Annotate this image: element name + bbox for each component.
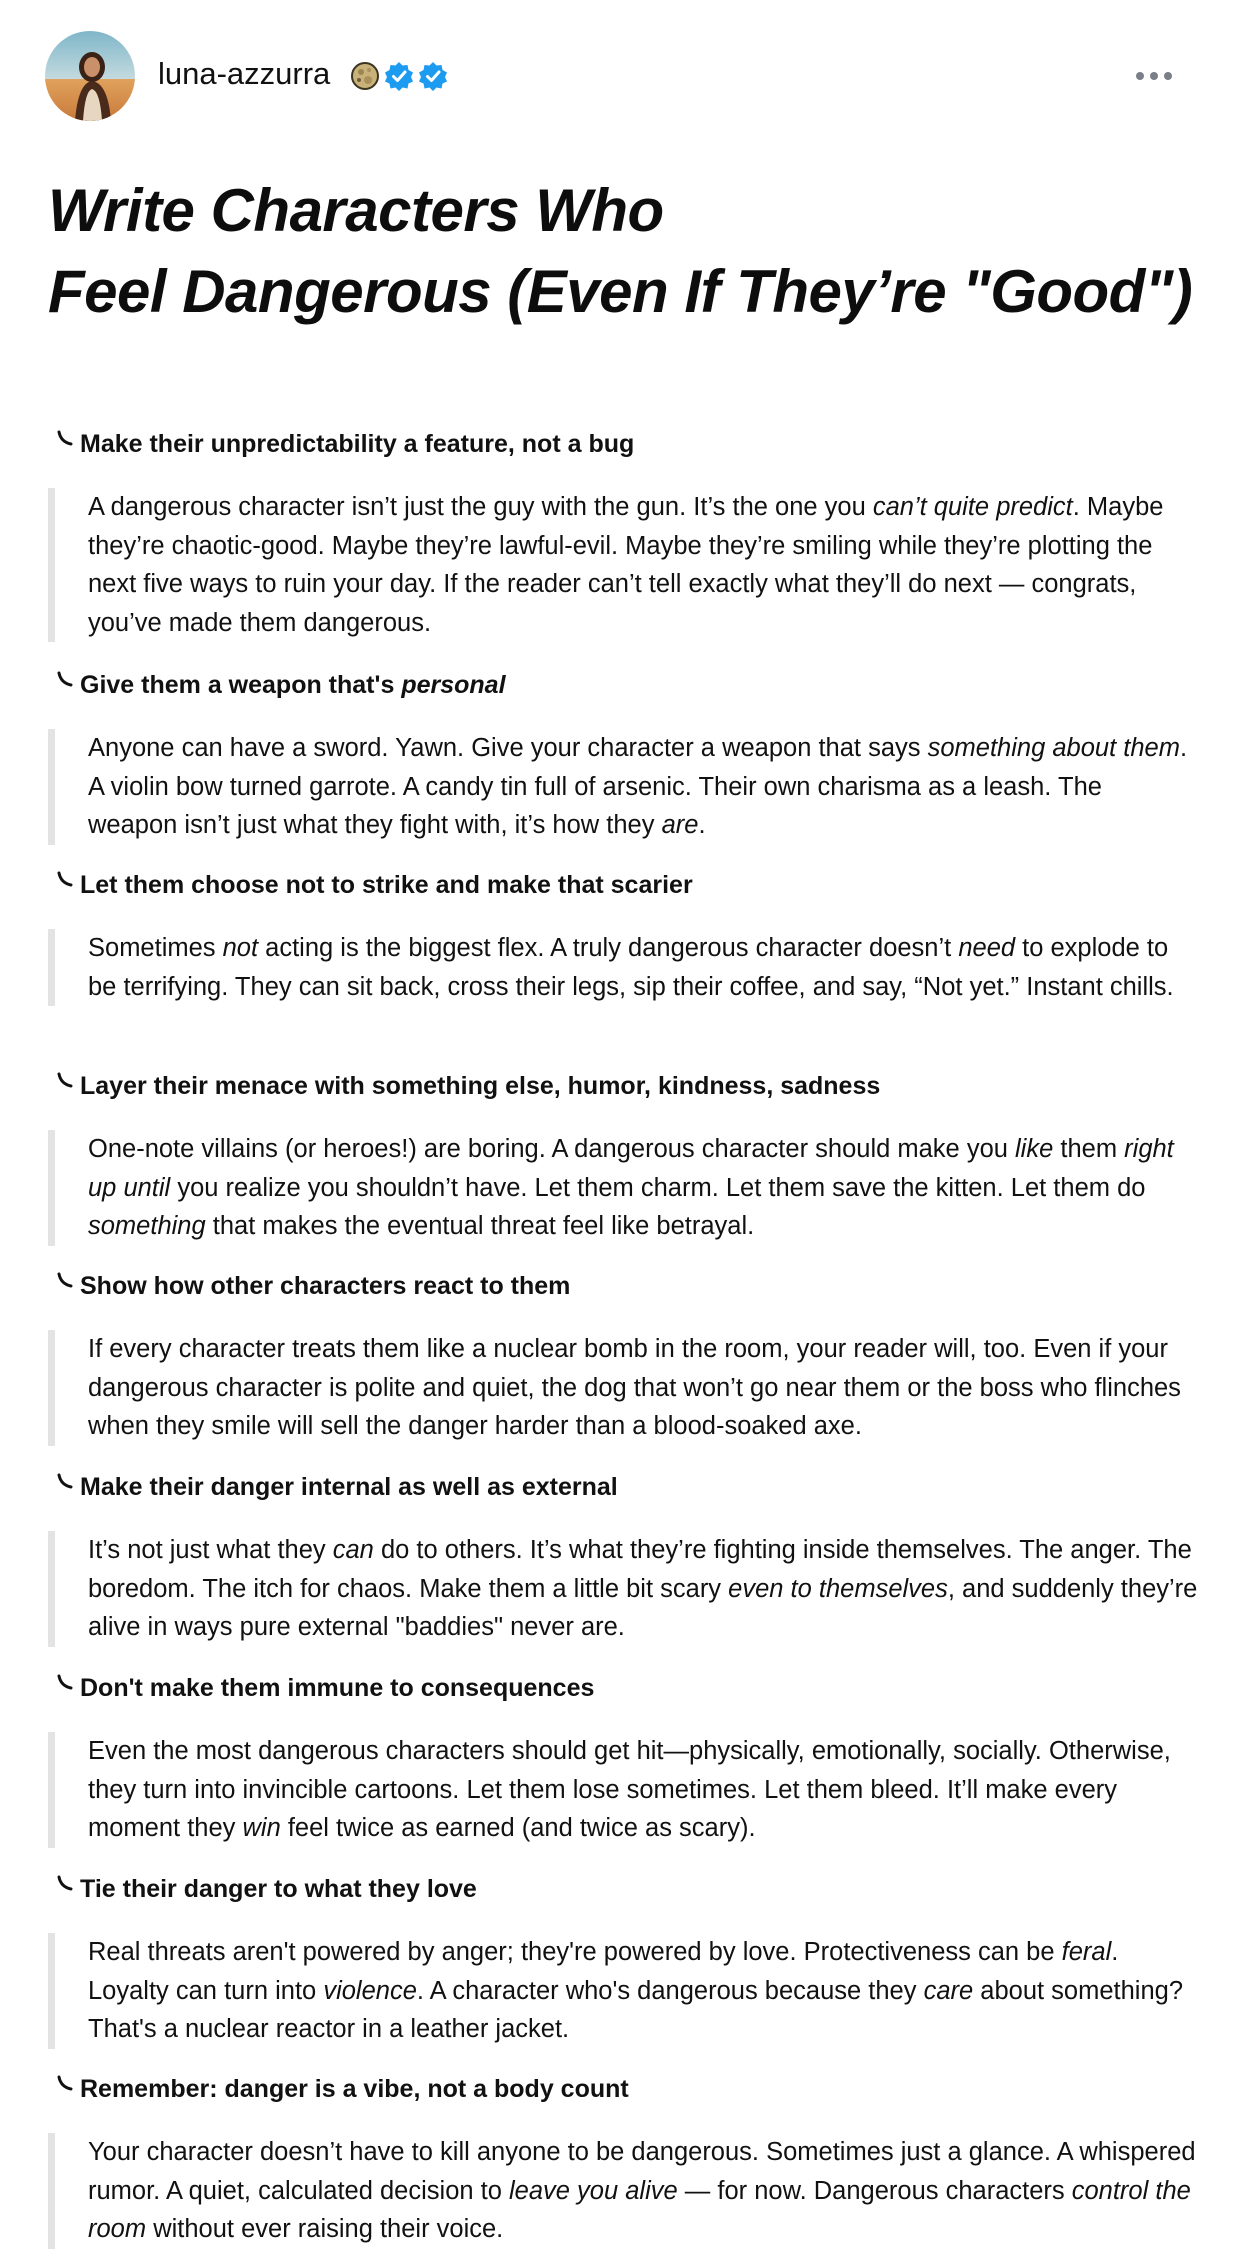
section-body: One-note villains (or heroes!) are boring. A dangerous character should make you like them right up until you realize you shouldn’t have. Let them charm. Let them save the kitten. Let them do something that makes the eventual threat feel like betrayal. xyxy=(48,1130,1198,1246)
reply-curve-icon xyxy=(56,1473,76,1493)
avatar[interactable] xyxy=(45,31,135,121)
section-body: Sometimes not acting is the biggest flex. A truly dangerous character doesn’t need to explode to be terrifying. They can sit back, cross their legs, sip their coffee, and say, “Not yet.” Instant chills. xyxy=(48,929,1198,1006)
section-body: If every character treats them like a nuclear bomb in the room, your reader will, too. Even if your dangerous character is polite and quiet, the dog that won’t go near them or the boss who flinches when they smile will sell the danger harder than a blood-soaked axe. xyxy=(48,1330,1198,1446)
post-title-line: Feel Dangerous (Even If They’re "Good") xyxy=(48,258,1193,325)
verified-badge-icon[interactable] xyxy=(384,61,414,91)
section-body: Anyone can have a sword. Yawn. Give your character a weapon that says something about them. A violin bow turned garrote. A candy tin full of arsenic. Their own charisma as a leash. The weapon isn’t just what they fight with, it’s how they are. xyxy=(48,729,1198,845)
reply-curve-icon xyxy=(56,1875,76,1895)
section-body: Your character doesn’t have to kill anyone to be dangerous. Sometimes just a glance. A whispered rumor. A quiet, calculated decision to leave you alive — for now. Dangerous characters control the room without ever raising their voice. xyxy=(48,2133,1198,2249)
post-header xyxy=(0,0,1241,150)
section-body: Even the most dangerous characters should get hit—physically, emotionally, socially. Otherwise, they turn into invincible cartoons. Let them lose sometimes. Let them bleed. It’ll make every moment they win feel twice as earned (and twice as scary). xyxy=(48,1732,1198,1848)
post-title xyxy=(48,170,1208,332)
reply-curve-icon xyxy=(56,1272,76,1292)
reply-curve-icon xyxy=(56,1072,76,1092)
badge-group xyxy=(350,61,448,91)
reply-curve-icon xyxy=(56,2075,76,2095)
moon-badge-icon[interactable] xyxy=(350,61,380,91)
reply-curve-icon xyxy=(56,1674,76,1694)
section-body: A dangerous character isn’t just the guy with the gun. It’s the one you can’t quite predict. Maybe they’re chaotic-good. Maybe they’re lawful-evil. Maybe they’re smiling while they’re plotting the next five ways to ruin your day. If the reader can’t tell exactly what they’ll do next — congrats, you’ve made them dangerous. xyxy=(48,488,1198,642)
reply-curve-icon xyxy=(56,671,76,691)
avatar-photo xyxy=(45,31,135,121)
reply-curve-icon xyxy=(56,430,76,450)
username[interactable]: luna-azzurra xyxy=(158,56,331,91)
section-body: It’s not just what they can do to others. It’s what they’re fighting inside themselves. The anger. The boredom. The itch for chaos. Make them a little bit scary even to themselves, and suddenly they’re alive in ways pure external "baddies" never are. xyxy=(48,1531,1198,1647)
verified-badge-icon[interactable] xyxy=(418,61,448,91)
post-title-line: Write Characters Who xyxy=(48,177,664,244)
more-options-icon[interactable] xyxy=(1134,61,1174,91)
section-body: Real threats aren't powered by anger; they're powered by love. Protectiveness can be feral. Loyalty can turn into violence. A character who's dangerous because they care about something? That's a nuclear reactor in a leather jacket. xyxy=(48,1933,1198,2049)
reply-curve-icon xyxy=(56,871,76,891)
